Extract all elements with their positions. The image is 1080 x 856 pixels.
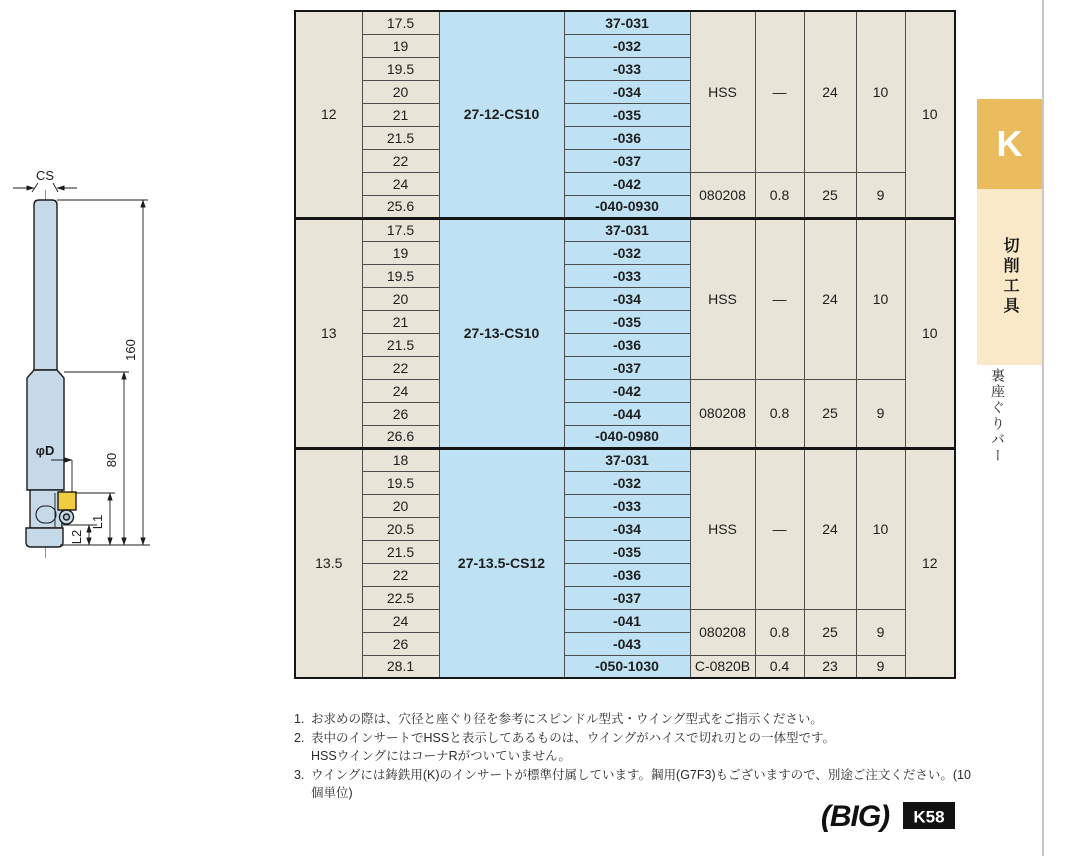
dim2-cell: 10 <box>856 218 905 379</box>
insert-cell: HSS <box>690 218 755 379</box>
qty-cell: 10 <box>905 11 955 218</box>
wing-code-cell: -032 <box>564 34 690 57</box>
tool-drawing <box>5 150 165 570</box>
dim1-cell: 24 <box>804 448 856 609</box>
dim-label-phid: φD <box>35 443 55 458</box>
corner-r-cell: 0.8 <box>755 609 804 655</box>
hole-diameter-cell: 12 <box>295 11 362 218</box>
section-index-tab <box>977 99 1042 189</box>
footnote-1 <box>294 710 974 729</box>
wing-code-cell: -040-0930 <box>564 195 690 218</box>
wing-code-cell: -035 <box>564 103 690 126</box>
corner-r-cell: 0.8 <box>755 379 804 448</box>
spec-table <box>294 10 956 679</box>
wing-code-cell: -044 <box>564 402 690 425</box>
table-row <box>295 379 955 402</box>
category-tab <box>977 189 1042 365</box>
counterbore-size-cell: 24 <box>362 172 439 195</box>
dim-label-160: 160 <box>123 339 138 361</box>
wing-code-cell: -036 <box>564 333 690 356</box>
dim-label-cs: CS <box>35 168 55 183</box>
wing-code-cell: -037 <box>564 149 690 172</box>
hole-diameter-cell: 13 <box>295 218 362 448</box>
footnote-number: 2. <box>294 730 305 745</box>
clamp-screw-center <box>64 514 70 520</box>
wing-code-cell: -050-1030 <box>564 655 690 678</box>
hole-diameter-cell: 13.5 <box>295 448 362 678</box>
dim2-cell: 9 <box>856 655 905 678</box>
corner-r-cell: — <box>755 11 804 172</box>
dim1-cell: 25 <box>804 379 856 448</box>
wing-code-cell: -036 <box>564 126 690 149</box>
wing-code-cell: -034 <box>564 517 690 540</box>
section-letter: K <box>996 123 1023 164</box>
table-row <box>295 218 955 241</box>
footnote-number: 1. <box>294 712 305 726</box>
insert-cell: C-0820B <box>690 655 755 678</box>
wing-code-cell: -032 <box>564 241 690 264</box>
dim1-cell: 24 <box>804 11 856 172</box>
insert-cell: HSS <box>690 448 755 609</box>
counterbore-size-cell: 17.5 <box>362 11 439 34</box>
counterbore-size-cell: 19 <box>362 34 439 57</box>
table-row <box>295 172 955 195</box>
counterbore-size-cell: 21 <box>362 103 439 126</box>
counterbore-size-cell: 24 <box>362 379 439 402</box>
insert-tip <box>58 492 76 510</box>
counterbore-size-cell: 22 <box>362 356 439 379</box>
counterbore-size-cell: 22 <box>362 563 439 586</box>
table-row <box>295 448 955 471</box>
wing-code-cell: -033 <box>564 494 690 517</box>
footnote-text-line: HSSウイングにはコーナRがついていません。 <box>311 749 571 763</box>
counterbore-size-cell: 26 <box>362 632 439 655</box>
tool-head <box>30 490 62 528</box>
spindle-model-cell: 27-13-CS10 <box>439 218 564 448</box>
category-label: 切削工具 <box>1001 237 1018 317</box>
brand-logo-svg <box>808 793 958 839</box>
wing-code-cell: -033 <box>564 264 690 287</box>
counterbore-size-cell: 21.5 <box>362 126 439 149</box>
corner-r-cell: 0.4 <box>755 655 804 678</box>
wing-code-cell: 37-031 <box>564 218 690 241</box>
insert-cell: 080208 <box>690 172 755 218</box>
counterbore-size-cell: 24 <box>362 609 439 632</box>
wing-code-cell: -042 <box>564 172 690 195</box>
tool-main-body <box>27 370 64 490</box>
dim2-cell: 9 <box>856 379 905 448</box>
wing-code-cell: -041 <box>564 609 690 632</box>
corner-r-cell: — <box>755 218 804 379</box>
page-code-text: K58 <box>913 807 945 827</box>
dim2-cell: 10 <box>856 448 905 609</box>
wing-code-cell: -037 <box>564 356 690 379</box>
wing-code-cell: 37-031 <box>564 11 690 34</box>
corner-r-cell: 0.8 <box>755 172 804 218</box>
counterbore-size-cell: 17.5 <box>362 218 439 241</box>
dim1-cell: 25 <box>804 172 856 218</box>
counterbore-size-cell: 19.5 <box>362 471 439 494</box>
wing-code-cell: -042 <box>564 379 690 402</box>
wing-code-cell: -043 <box>564 632 690 655</box>
qty-cell: 10 <box>905 218 955 448</box>
counterbore-size-cell: 18 <box>362 448 439 471</box>
counterbore-size-cell: 22.5 <box>362 586 439 609</box>
footnote-text <box>311 729 974 766</box>
brand-logo <box>808 793 958 839</box>
footnote-number: 3. <box>294 767 305 782</box>
brand-mark-text: (BIG) <box>820 800 890 833</box>
dim1-cell: 23 <box>804 655 856 678</box>
wing-code-cell: 37-031 <box>564 448 690 471</box>
spindle-model-cell: 27-13.5-CS12 <box>439 448 564 678</box>
tool-shank <box>34 200 57 370</box>
counterbore-size-cell: 26 <box>362 402 439 425</box>
counterbore-size-cell: 19 <box>362 241 439 264</box>
counterbore-size-cell: 19.5 <box>362 57 439 80</box>
wing-code-cell: -035 <box>564 540 690 563</box>
dim2-cell: 10 <box>856 11 905 172</box>
dim2-cell: 9 <box>856 609 905 655</box>
counterbore-size-cell: 20 <box>362 494 439 517</box>
wing-code-cell: -035 <box>564 310 690 333</box>
table-row <box>295 609 955 632</box>
corner-r-cell: — <box>755 448 804 609</box>
page-edge-divider <box>1042 0 1044 856</box>
counterbore-size-cell: 21 <box>362 310 439 333</box>
counterbore-size-cell: 20 <box>362 287 439 310</box>
tool-pilot <box>26 528 63 547</box>
spindle-model-cell: 27-12-CS10 <box>439 11 564 218</box>
wing-code-cell: -036 <box>564 563 690 586</box>
tool-drawing-svg <box>5 150 165 570</box>
footnotes <box>294 710 974 803</box>
wing-code-cell: -037 <box>564 586 690 609</box>
tool-body-shapes <box>26 200 76 547</box>
table-row <box>295 655 955 678</box>
wing-code-cell: -040-0980 <box>564 425 690 448</box>
counterbore-size-cell: 25.6 <box>362 195 439 218</box>
wing-code-cell: -033 <box>564 57 690 80</box>
counterbore-size-cell: 22 <box>362 149 439 172</box>
wing-code-cell: -034 <box>564 287 690 310</box>
dim-label-l1: L1 <box>90 514 105 530</box>
dim1-cell: 25 <box>804 609 856 655</box>
counterbore-size-cell: 21.5 <box>362 540 439 563</box>
footnote-text: ウイングには鋳鉄用(K)のインサートが標準付属しています。鋼用(G7F3)もございますので、別途ご注文ください。(10個単位) <box>311 767 971 800</box>
counterbore-size-cell: 20 <box>362 80 439 103</box>
insert-cell: 080208 <box>690 379 755 448</box>
dim-label-l2: L2 <box>69 529 84 545</box>
footnote-text: お求めの際は、穴径と座ぐり径を参考にスピンドル型式・ウイング型式をご指示ください。 <box>311 712 823 726</box>
dim2-cell: 9 <box>856 172 905 218</box>
dim-label-80: 80 <box>104 452 119 468</box>
table-group-13 <box>295 218 955 448</box>
table-row <box>295 11 955 34</box>
counterbore-size-cell: 21.5 <box>362 333 439 356</box>
insert-cell: HSS <box>690 11 755 172</box>
wing-code-cell: -034 <box>564 80 690 103</box>
counterbore-size-cell: 28.1 <box>362 655 439 678</box>
wing-code-cell: -032 <box>564 471 690 494</box>
insert-cell: 080208 <box>690 609 755 655</box>
counterbore-size-cell: 20.5 <box>362 517 439 540</box>
table-group-12 <box>295 11 955 218</box>
subcategory-label: 裏座ぐりバー <box>990 368 1006 464</box>
qty-cell: 12 <box>905 448 955 678</box>
table-group-13-5 <box>295 448 955 678</box>
footnote-text-line: 表中のインサートでHSSと表示してあるものは、ウイングがハイスで切れ刃との一体型です。 <box>311 730 835 745</box>
subcategory-tab <box>988 368 1008 488</box>
dim1-cell: 24 <box>804 218 856 379</box>
counterbore-size-cell: 26.6 <box>362 425 439 448</box>
footnote-2 <box>294 729 974 766</box>
counterbore-size-cell: 19.5 <box>362 264 439 287</box>
